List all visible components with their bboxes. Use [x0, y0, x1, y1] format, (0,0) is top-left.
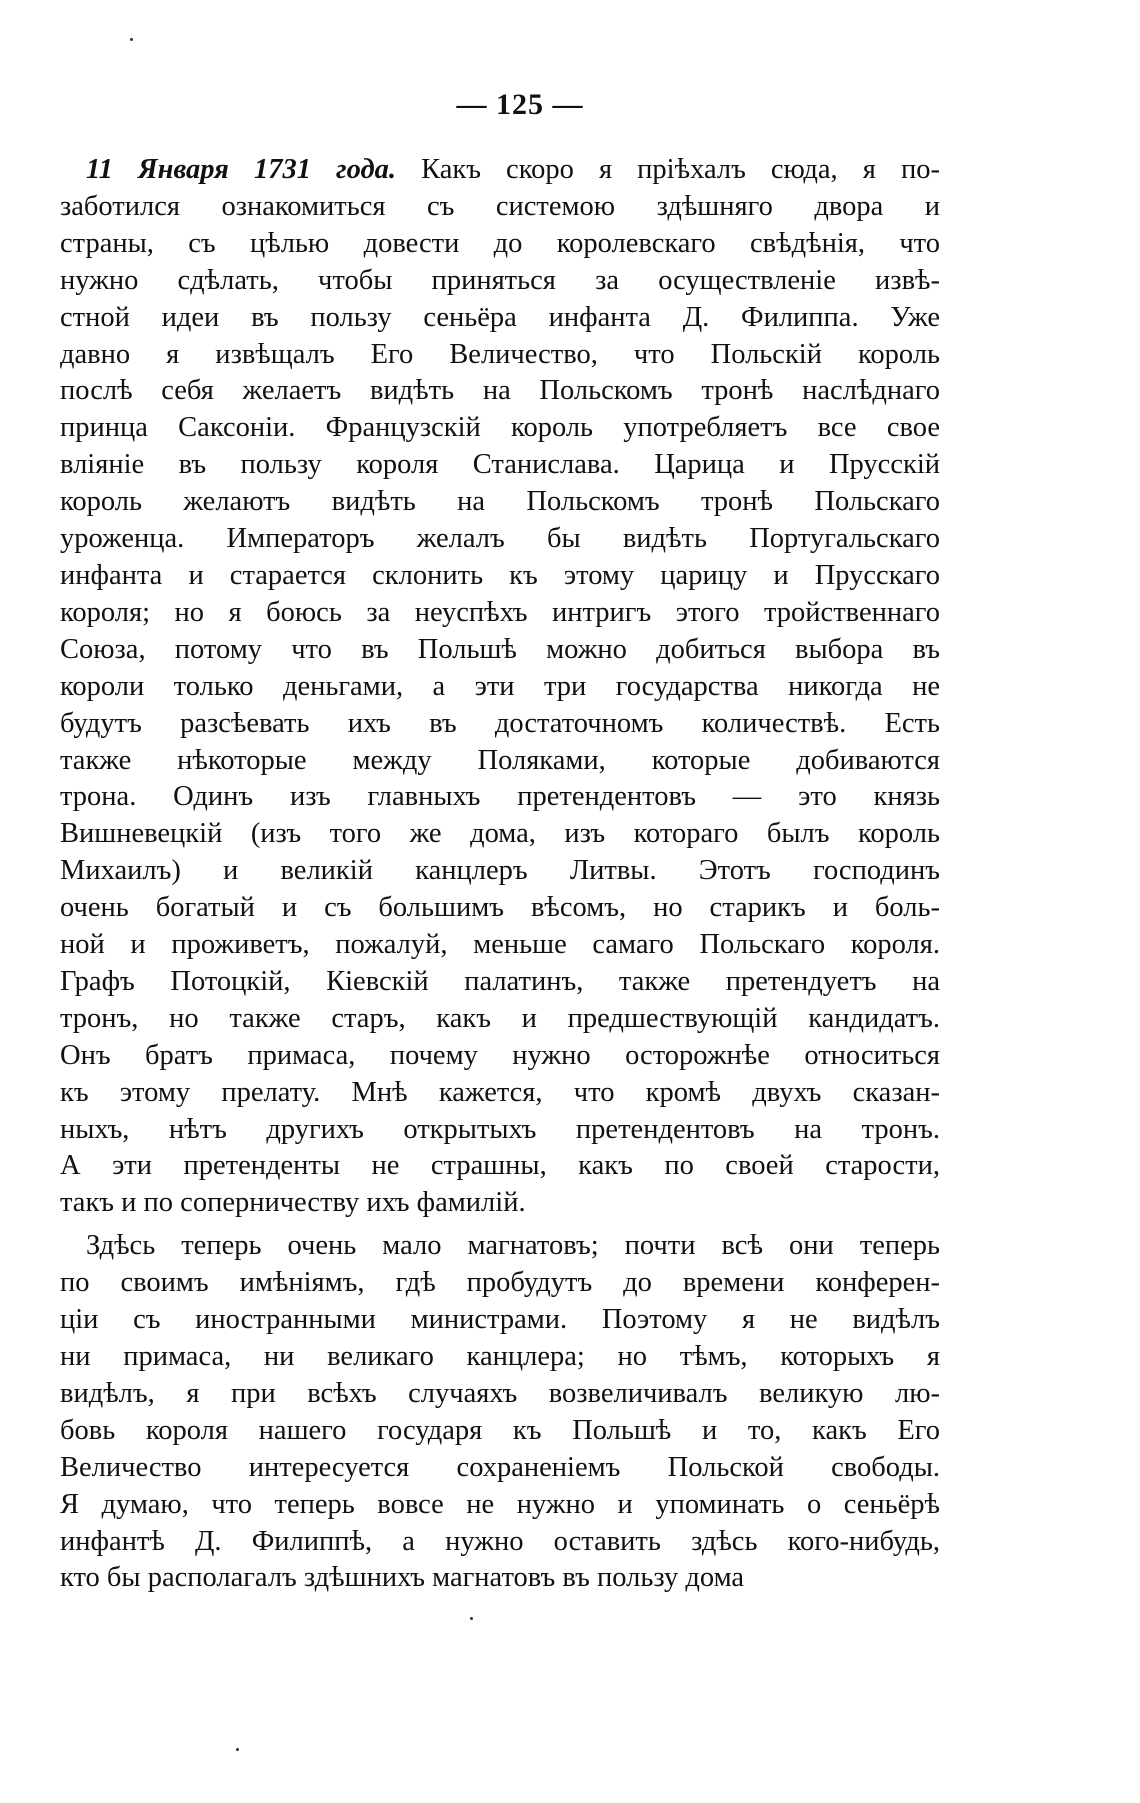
text-line: нужно сдѣлать, чтобы приняться за осуществленіе извѣ- — [60, 264, 940, 296]
text-line: король желаютъ видѣть на Польскомъ тронѣ Польскаго — [60, 486, 940, 518]
text-line: такъ и по соперничеству ихъ фамилій. — [60, 1187, 526, 1219]
text-line: Союза, потому что въ Польшѣ можно добиться выбора въ — [60, 633, 940, 665]
text-line: очень богатый и съ большимъ вѣсомъ, но старикъ и боль- — [60, 892, 940, 924]
text-line: ныхъ, нѣтъ другихъ открытыхъ претендентовъ на тронъ. — [60, 1113, 940, 1145]
text-line: ціи съ иностранными министрами. Поэтому я не видѣлъ — [60, 1304, 940, 1336]
text-line: страны, съ цѣлью довести до королевскаго свѣдѣнія, что — [60, 227, 940, 259]
text-line: ни примаса, ни великаго канцлера; но тѣмъ, которыхъ я — [60, 1341, 940, 1372]
text-line: давно я извѣщалъ Его Величество, что Польскій король — [60, 338, 940, 370]
page-number: — 125 — — [456, 88, 584, 121]
text-line: Вишневецкій (изъ того же дома, изъ котораго былъ король — [60, 818, 940, 850]
document-page — [60, 88, 940, 1597]
text-line: ной и проживетъ, пожалуй, меньше самаго Польскаго короля. — [60, 929, 940, 961]
text-line: тронъ, но также старъ, какъ и предшествующій кандидатъ. — [60, 1002, 940, 1034]
text-line: инфантѣ Д. Филиппѣ, а нужно оставить здѣсь кого-нибудь, — [60, 1525, 940, 1557]
text-line: короли только деньгами, а эти три государства никогда не — [60, 670, 940, 702]
entry-date: 11 Января 1731 года. — [86, 154, 396, 185]
text-line: А эти претенденты не страшны, какъ по своей старости, — [60, 1150, 940, 1182]
text-line: Графъ Потоцкій, Кіевскій палатинъ, также претендуетъ на — [60, 965, 940, 997]
text-line: послѣ себя желаетъ видѣть на Польскомъ тронѣ наслѣднаго — [60, 375, 940, 407]
text-line: бовь короля нашего государя къ Польшѣ и то, какъ Его — [60, 1414, 940, 1446]
text-line: Величество интересуется сохраненіемъ Польской свободы. — [60, 1451, 940, 1483]
text-line: вліяніе въ пользу короля Станислава. Царица и Прусскій — [60, 449, 940, 481]
text-line-body: Какъ скоро я пріѣхалъ сюда, я по- — [395, 154, 940, 185]
text-line: принца Саксоніи. Французскій король употребляетъ все свое — [60, 412, 940, 444]
print-speck — [130, 38, 133, 41]
text-line: заботился ознакомиться съ системою здѣшняго двора и — [60, 190, 940, 222]
text-line: будутъ разсѣевать ихъ въ достаточномъ количествѣ. Есть — [60, 707, 940, 739]
text-line — [60, 152, 940, 189]
print-speck — [470, 1617, 473, 1620]
text-line: стной идеи въ пользу сеньёра инфанта Д. Филиппа. Уже — [60, 301, 940, 333]
text-line: Онъ братъ примаса, почему нужно осторожнѣе относиться — [60, 1039, 940, 1071]
text-line: Здѣсь теперь очень мало магнатовъ; почти всѣ они теперь — [86, 1230, 940, 1262]
text-line: по своимъ имѣніямъ, гдѣ пробудутъ до времени конферен- — [60, 1267, 940, 1299]
text-line: трона. Одинъ изъ главныхъ претендентовъ — это князь — [60, 781, 940, 813]
text-line: видѣлъ, я при всѣхъ случаяхъ возвеличивалъ великую лю- — [60, 1377, 940, 1409]
text-line: къ этому прелату. Мнѣ кажется, что кромѣ двухъ сказан- — [60, 1076, 940, 1108]
text-line: также нѣкоторые между Поляками, которые добиваются — [60, 744, 940, 776]
text-line: уроженца. Императоръ желалъ бы видѣть Португальскаго — [60, 523, 940, 555]
print-speck — [236, 1748, 239, 1751]
text-line: Я думаю, что теперь вовсе не нужно и упоминать о сеньёрѣ — [60, 1488, 940, 1520]
text-line: инфанта и старается склонить къ этому царицу и Прусскаго — [60, 559, 940, 591]
text-line: короля; но я боюсь за неуспѣхъ интригъ этого тройственнаго — [60, 596, 940, 628]
text-line: кто бы располагалъ здѣшнихъ магнатовъ въ пользу дома — [60, 1562, 745, 1594]
paragraph-letter-entry — [60, 152, 940, 1222]
text-line: Михаилъ) и великій канцлеръ Литвы. Этотъ господинъ — [60, 855, 940, 887]
paragraph-magnates — [60, 1228, 940, 1597]
